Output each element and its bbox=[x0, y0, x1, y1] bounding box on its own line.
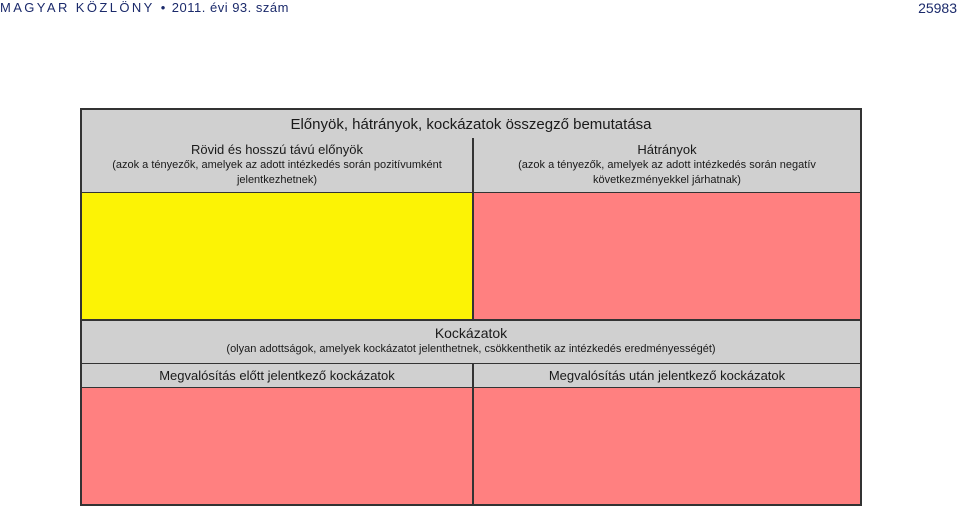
advantages-content-cell[interactable] bbox=[82, 192, 472, 319]
issue-label: 2011. évi 93. szám bbox=[171, 0, 289, 15]
risks-before-header: Megvalósítás előtt jelentkező kockázatok bbox=[82, 363, 472, 387]
page-number: 25983 bbox=[918, 0, 957, 16]
advantages-description: (azok a tényezők, amelyek az adott intézkedés során pozitívumként jelentkezhetnek) bbox=[112, 159, 442, 186]
bullet-icon: • bbox=[160, 0, 166, 15]
disadvantages-description: (azok a tényezők, amelyek az adott intézkedés során negatív következményekkel járhatnak) bbox=[518, 159, 816, 186]
risks-after-content-cell[interactable] bbox=[472, 387, 860, 504]
risks-header bbox=[82, 319, 860, 363]
disadvantages-header bbox=[472, 138, 860, 192]
disadvantages-content-cell[interactable] bbox=[472, 192, 860, 319]
summary-table bbox=[80, 108, 862, 506]
advantages-title: Rövid és hosszú távú előnyök bbox=[191, 142, 363, 157]
advantages-header bbox=[82, 138, 472, 192]
disadvantages-title: Hátrányok bbox=[637, 142, 697, 157]
risks-title: Kockázatok bbox=[434, 325, 508, 341]
page-header-left bbox=[0, 0, 289, 15]
risks-after-header: Megvalósítás után jelentkező kockázatok bbox=[472, 363, 860, 387]
risks-before-content-cell[interactable] bbox=[82, 387, 472, 504]
risks-description: (olyan adottságok, amelyek kockázatot jelenthetnek, csökkenthetik az intézkedés eredményességét) bbox=[226, 343, 716, 355]
journal-name: MAGYAR KÖZLÖNY bbox=[0, 0, 155, 15]
table-title: Előnyök, hátrányok, kockázatok összegző bemutatása bbox=[82, 110, 860, 138]
